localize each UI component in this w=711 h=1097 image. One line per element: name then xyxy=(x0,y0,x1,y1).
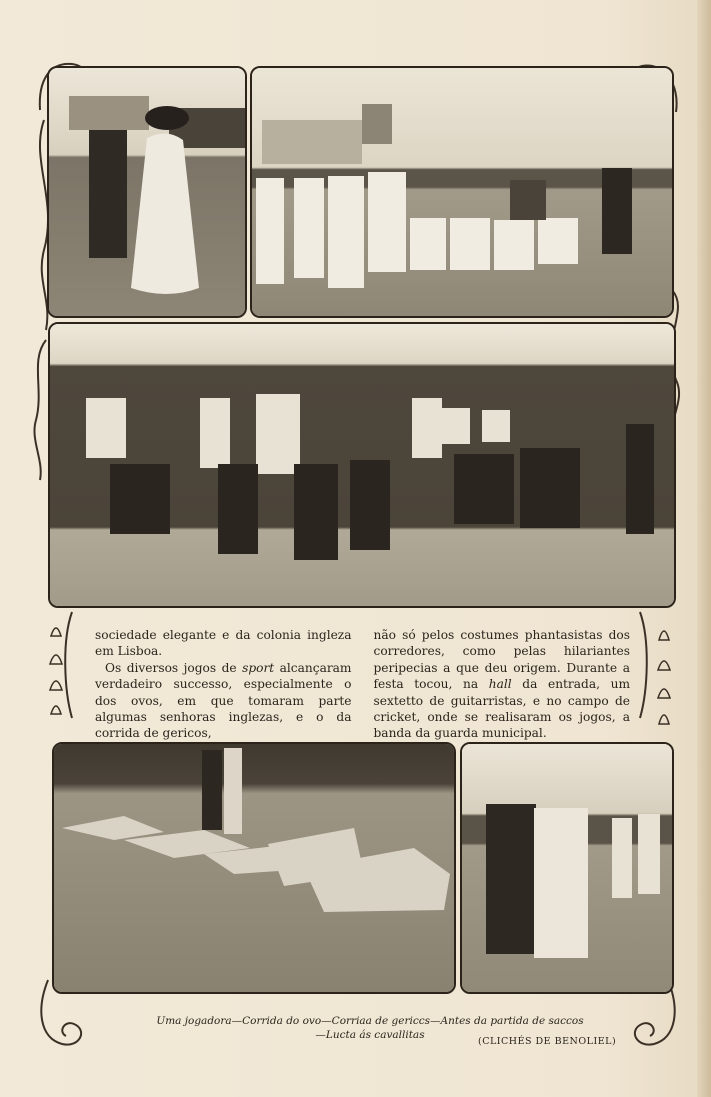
photo-lucta-as-cavallitas xyxy=(460,742,674,994)
article-col1-para-rest: alcançaram verdadeiro successo, especialmente o dos ovos, em que tomaram parte algumas senhoras inglezas, e o da corrida de gericos, xyxy=(95,660,352,741)
bell-ornament-icon xyxy=(48,618,64,718)
photo-corrida-do-ovo xyxy=(250,66,674,318)
photograph-icon xyxy=(252,68,672,316)
article-col1-line1: sociedade elegante e da colonia ingleza em Lisboa. xyxy=(95,628,352,659)
caption-line-1: Uma jogadora—Corrida do ovo—Corriaa de gericcs—Antes da partida de saccos xyxy=(156,1015,584,1027)
photo-uma-jogadora xyxy=(47,66,247,318)
photo-credit: (CLICHÉS DE BENOLIEL) xyxy=(478,1036,617,1047)
article-text xyxy=(95,627,630,741)
article-col1-paragraph xyxy=(95,660,352,742)
article-col2-em-hall: hall xyxy=(488,677,512,692)
photograph-icon xyxy=(54,744,454,992)
photo-corrida-de-gericos xyxy=(48,322,676,608)
article-col1-para-start: Os diversos jogos de xyxy=(105,660,243,675)
photograph-icon xyxy=(462,744,672,992)
photo-partida-de-saccos xyxy=(52,742,456,994)
article-col1-em-sport: sport xyxy=(242,660,275,675)
bell-ornament-icon xyxy=(656,618,672,728)
photograph-icon xyxy=(50,324,674,606)
photograph-icon xyxy=(49,68,245,316)
caption-line-2: —Lucta ás cavallitas xyxy=(315,1029,425,1041)
article-col2-text-rest: da entrada, um sextetto de guitarristas, e no campo de cricket, onde se realisaram os jogos, a banda da guarda municipal. xyxy=(373,677,630,741)
article-column-1 xyxy=(95,627,352,741)
article-col2-paragraph xyxy=(374,627,631,742)
article-col2-text-start: não só pelos costumes phantasistas dos corredores, como pelas hilariantes peripecias a que deu origem. Durante a festa tocou, na xyxy=(373,628,630,692)
article-column-2 xyxy=(373,627,631,741)
